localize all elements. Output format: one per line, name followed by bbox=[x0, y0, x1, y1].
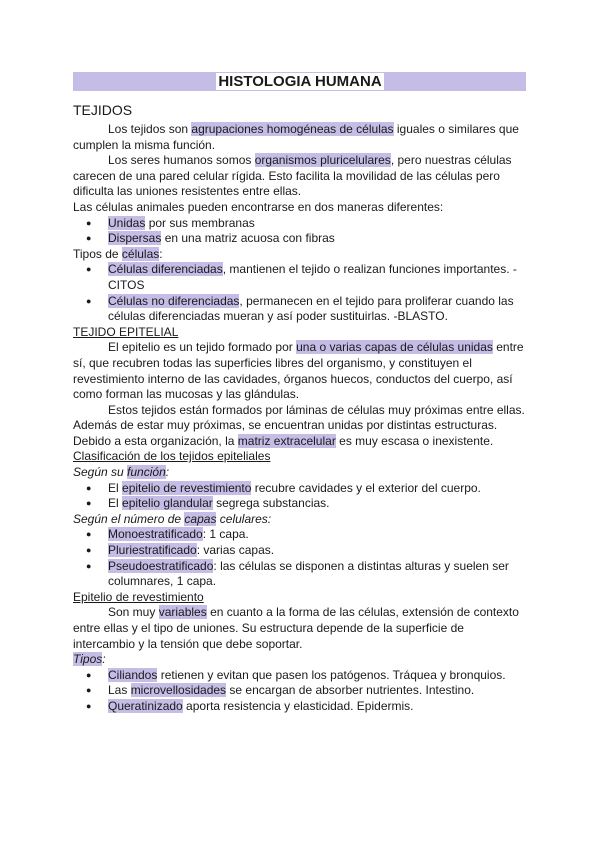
section-heading-tejidos: TEJIDOS bbox=[73, 102, 133, 118]
section-heading-tejido-epitelial: TEJIDO EPITELIAL bbox=[73, 324, 179, 339]
list-celulas-animales bbox=[73, 216, 528, 247]
list-item: ● Dispersas en una matriz acuosa con fibras bbox=[73, 231, 528, 247]
list-item: ● El epitelio glandular segrega substancias. bbox=[73, 496, 528, 512]
paragraph-organismos: Los seres humanos somos organismos pluricelulares, pero nuestras células carecen de una pared celular rígida. Esto facilita la movilidad de las células pero dificulta las uniones resistentes entre ellas. bbox=[73, 153, 512, 199]
list-item: ● El epitelio de revestimiento recubre cavidades y el exterior del cuerpo. bbox=[73, 481, 528, 497]
list-item: ● Pseudoestratificado: las células se disponen a distintas alturas y suelen ser columnares, 1 capa. bbox=[73, 559, 528, 590]
document-body bbox=[73, 122, 528, 715]
list-tipos-revestimiento bbox=[73, 668, 528, 715]
list-item: ● Monoestratificado: 1 capa. bbox=[73, 527, 528, 543]
list-item: ● Pluriestratificado: varias capas. bbox=[73, 543, 528, 559]
subheading-epitelio-revestimiento: Epitelio de revestimiento bbox=[73, 589, 204, 604]
list-tipos-celulas bbox=[73, 262, 528, 324]
paragraph-laminas: Estos tejidos están formados por láminas de células muy próximas entre ellas. Además de estar muy próximas, se encuentran unidas por distintas estructuras. Debido a esta organización, la matriz extracelular es muy escasa o inexistente. bbox=[73, 402, 525, 448]
list-item: ● Células no diferenciadas, permanecen en el tejido para proliferar cuando las células diferenciadas mueran y así poder sustituirlas. -BLASTO. bbox=[73, 294, 528, 325]
paragraph-variables: Son muy variables en cuanto a la forma de las células, extensión de contexto entre ellas y el tipo de uniones. Su estructura depende de la superficie de intercambio y la tensión que debe soportar. bbox=[73, 605, 519, 651]
paragraph-tejidos-definicion: Los tejidos son agrupaciones homogéneas de células iguales o similares que cumplen la misma función. bbox=[73, 122, 519, 152]
list-item: ● Queratinizado aporta resistencia y elasticidad. Epidermis. bbox=[73, 699, 528, 715]
paragraph-celulas-animales: Las células animales pueden encontrarse en dos maneras diferentes: bbox=[73, 199, 444, 214]
subheading-clasificacion: Clasificación de los tejidos epiteliales bbox=[73, 449, 271, 464]
paragraph-epitelio: El epitelio es un tejido formado por una o varias capas de células unidas entre sí, que recubren todas las superficies libres del organismo, y constituyen el revestimiento interno de las cavidades, órganos huecos, conductos del cuerpo, así como forman las mucosas y las glándulas. bbox=[73, 340, 524, 402]
list-segun-capas bbox=[73, 527, 528, 589]
list-item: ● Células diferenciadas, mantienen el tejido o realizan funciones importantes. -CITOS bbox=[73, 262, 528, 293]
highlight: organismos pluricelulares bbox=[254, 153, 391, 168]
list-segun-funcion bbox=[73, 481, 528, 512]
subheading-segun-capas: Según el número de capas celulares: bbox=[73, 511, 272, 526]
document-title: HISTOLOGIA HUMANA bbox=[218, 73, 382, 90]
list-item: ● Las microvellosidades se encargan de absorber nutrientes. Intestino. bbox=[73, 683, 528, 699]
subheading-segun-funcion: Según su función: bbox=[73, 465, 170, 480]
subheading-tipos: Tipos: bbox=[73, 652, 106, 667]
paragraph-tipos-celulas: Tipos de células: bbox=[73, 246, 163, 261]
list-item: ● Ciliandos retienen y evitan que pasen los patógenos. Tráquea y bronquios. bbox=[73, 668, 528, 684]
highlight: agrupaciones homogéneas de células bbox=[191, 122, 394, 136]
list-item: ● Unidas por sus membranas bbox=[73, 216, 528, 232]
